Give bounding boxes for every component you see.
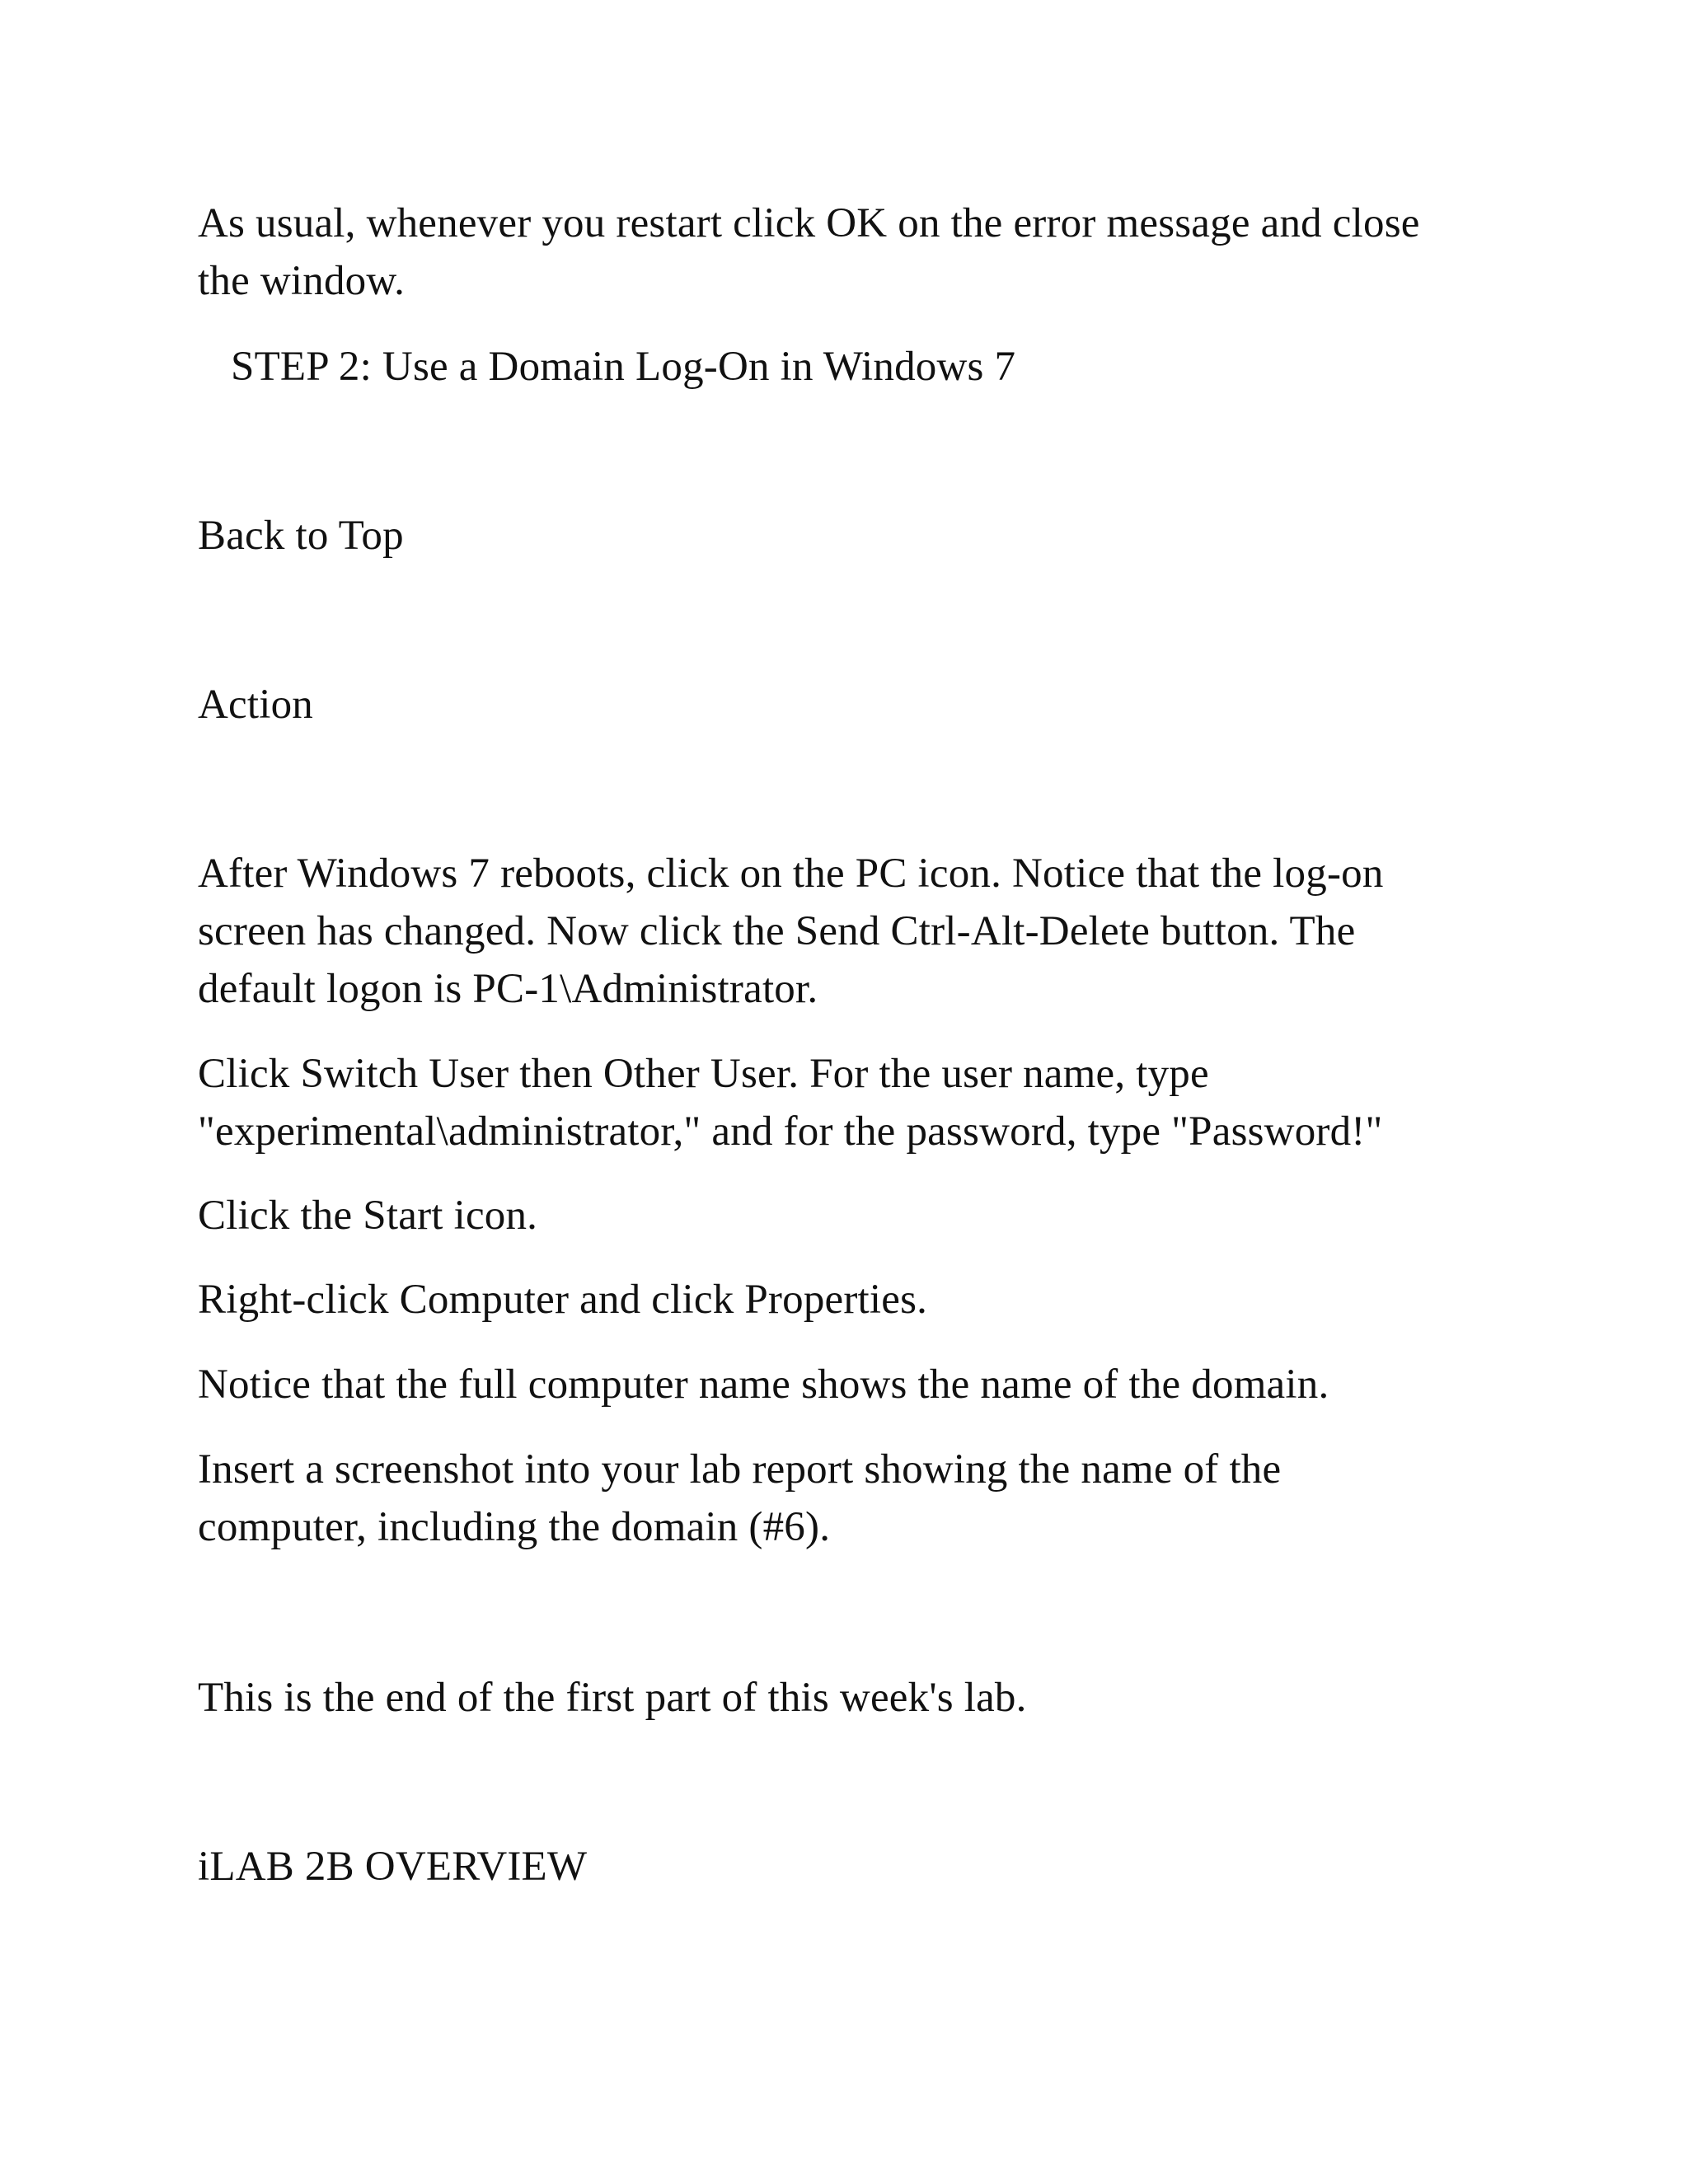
properties-instruction: Right-click Computer and click Properties. xyxy=(198,1277,928,1323)
back-to-top-link[interactable]: Back to Top xyxy=(198,513,404,559)
reboot-paragraph-line-2: screen has changed. Now click the Send Ctrl-Alt-Delete button. The xyxy=(198,908,1356,954)
reboot-paragraph-line-1: After Windows 7 reboots, click on the PC icon. Notice that the log-on xyxy=(198,851,1384,897)
reboot-paragraph-line-3: default logon is PC-1\Administrator. xyxy=(198,966,818,1012)
action-heading: Action xyxy=(198,682,314,728)
start-icon-instruction: Click the Start icon. xyxy=(198,1193,538,1239)
screenshot-instruction-line-1: Insert a screenshot into your lab report showing the name of the xyxy=(198,1446,1282,1493)
switch-user-paragraph-line-1: Click Switch User then Other User. For the user name, type xyxy=(198,1051,1209,1097)
switch-user-paragraph-line-2: "experimental\administrator," and for the password, type "Password!" xyxy=(198,1108,1383,1155)
intro-paragraph-line-2: the window. xyxy=(198,258,406,304)
screenshot-instruction-line-2: computer, including the domain (#6). xyxy=(198,1504,831,1550)
step-2-heading: STEP 2: Use a Domain Log-On in Windows 7 xyxy=(231,344,1016,390)
end-of-part-notice: This is the end of the first part of this week's lab. xyxy=(198,1675,1027,1721)
domain-notice: Notice that the full computer name shows the name of the domain. xyxy=(198,1361,1329,1408)
ilab-2b-overview-heading: iLAB 2B OVERVIEW xyxy=(198,1844,588,1890)
intro-paragraph-line-1: As usual, whenever you restart click OK on the error message and close xyxy=(198,200,1420,246)
